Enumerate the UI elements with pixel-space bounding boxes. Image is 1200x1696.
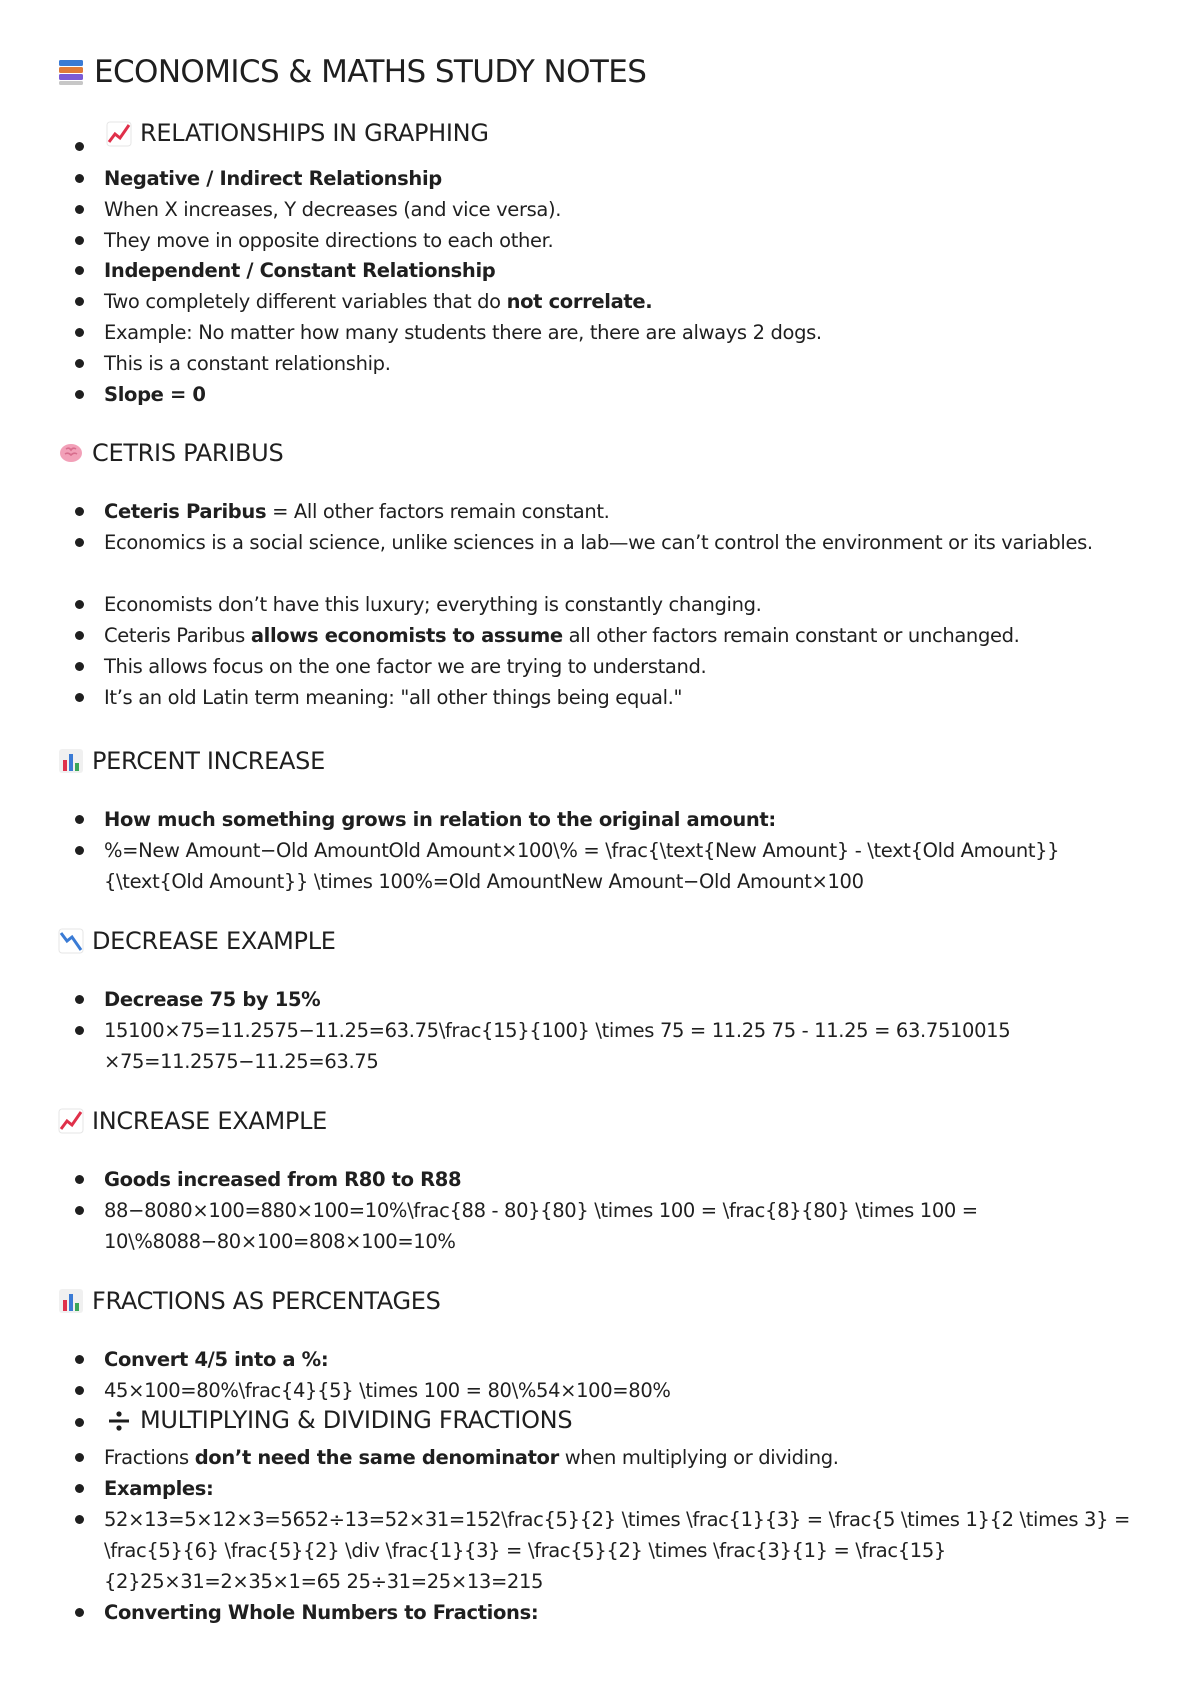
bullet	[75, 507, 84, 516]
bullet	[75, 662, 84, 671]
list-item: They move in opposite directions to each other.	[104, 229, 554, 252]
list-item: 88−8080×100=880×100=10%\frac{88 - 80}{80} \times 100 = \frac{8}{80} \times 100 = 10\%8088−80×100=808×100=10%	[104, 1199, 978, 1253]
bullet	[75, 1175, 84, 1184]
list-item: Ceteris Paribus = All other factors remain constant.	[104, 500, 610, 523]
list-item: %=New Amount−Old AmountOld Amount×100\% = \frac{\text{New Amount} - \text{Old Amount}}{\text{Old Amount}} \times 100%=Old AmountNew Amount−Old Amount×100	[104, 839, 1060, 893]
chart-decreasing-icon	[56, 926, 86, 956]
list-item: 15100×75=11.2575−11.25=63.75\frac{15}{100} \times 75 = 11.25 75 - 11.25 = 63.7510015 ×75=11.2575−11.25=63.75	[104, 1019, 1011, 1073]
bullet	[75, 631, 84, 640]
list-item: 52×13=5×12×3=5652÷13=52×31=152\frac{5}{2} \times \frac{1}{3} = \frac{5 \times 1}{2 \times 3} = \frac{5}{6} \frac{5}{2} \div \frac{1}{3} = \frac{5}{2} \times \frac{3}{1} = \frac{15}{2}25×31=2×35×1=65 25÷31=25×13=215	[104, 1508, 1131, 1593]
bullet	[75, 1515, 84, 1524]
bullet	[75, 1386, 84, 1395]
section-heading-decrease: DECREASE EXAMPLE	[56, 926, 336, 956]
bullet	[75, 142, 84, 151]
bullet	[75, 693, 84, 702]
list-item: Ceteris Paribus allows economists to assume all other factors remain constant or unchanged.	[104, 624, 1020, 647]
multiplying-heading: MULTIPLYING & DIVIDING FRACTIONS	[104, 1405, 1154, 1436]
bullet	[75, 1484, 84, 1493]
bullet	[75, 266, 84, 275]
bullet	[75, 205, 84, 214]
bullet	[75, 1453, 84, 1462]
bullet	[75, 600, 84, 609]
list-item: This allows focus on the one factor we are trying to understand.	[104, 655, 707, 678]
list-item: Fractions don’t need the same denominator when multiplying or dividing.	[104, 1446, 839, 1469]
chart-increasing-icon	[104, 119, 134, 149]
list-item: Slope = 0	[104, 383, 206, 406]
bar-chart-icon	[56, 1286, 86, 1316]
bullet	[75, 815, 84, 824]
divide-icon	[104, 1406, 134, 1436]
bullet	[75, 297, 84, 306]
chart-increasing-icon	[56, 1106, 86, 1136]
list-item: Economists don’t have this luxury; everything is constantly changing.	[104, 593, 762, 616]
list-item: Examples:	[104, 1477, 214, 1500]
list-item: Goods increased from R80 to R88	[104, 1168, 462, 1191]
books-icon	[56, 57, 86, 87]
list-item: 45×100=80%\frac{4}{5} \times 100 = 80\%54×100=80%	[104, 1379, 671, 1402]
section-heading-increase: INCREASE EXAMPLE	[56, 1106, 327, 1136]
bullet	[75, 995, 84, 1004]
page-title	[56, 54, 646, 90]
bar-chart-icon	[56, 746, 86, 776]
page-title-text: ECONOMICS & MATHS STUDY NOTES	[94, 54, 647, 90]
brain-icon	[56, 438, 86, 468]
list-item: Economics is a social science, unlike sciences in a lab—we can’t control the environment or its variables.	[104, 531, 1093, 554]
list-item: Example: No matter how many students there are, there are always 2 dogs.	[104, 321, 822, 344]
bullet	[75, 1206, 84, 1215]
bullet	[75, 1608, 84, 1617]
bullet	[75, 538, 84, 547]
list-item: This is a constant relationship.	[104, 352, 391, 375]
list-item: Independent / Constant Relationship	[104, 259, 496, 282]
list-item: Converting Whole Numbers to Fractions:	[104, 1601, 539, 1624]
list-item: Convert 4/5 into a %:	[104, 1348, 329, 1371]
section-heading-cetris: CETRIS PARIBUS	[56, 438, 283, 468]
bullet	[75, 390, 84, 399]
list-item: When X increases, Y decreases (and vice versa).	[104, 198, 562, 221]
bullet	[75, 174, 84, 183]
graphing-heading: RELATIONSHIPS IN GRAPHING	[104, 118, 1154, 149]
bullet	[75, 1026, 84, 1035]
list-item: How much something grows in relation to the original amount:	[104, 808, 776, 831]
section-heading-fractions: FRACTIONS AS PERCENTAGES	[56, 1286, 441, 1316]
section-heading-percent: PERCENT INCREASE	[56, 746, 325, 776]
bullet	[75, 359, 84, 368]
list-item: Decrease 75 by 15%	[104, 988, 321, 1011]
bullet	[75, 236, 84, 245]
list-item: Two completely different variables that do not correlate.	[104, 290, 653, 313]
bullet	[75, 846, 84, 855]
list-item: It’s an old Latin term meaning: "all other things being equal."	[104, 686, 683, 709]
bullet	[75, 1418, 84, 1427]
list-item: Negative / Indirect Relationship	[104, 167, 442, 190]
bullet	[75, 328, 84, 337]
bullet	[75, 1355, 84, 1364]
